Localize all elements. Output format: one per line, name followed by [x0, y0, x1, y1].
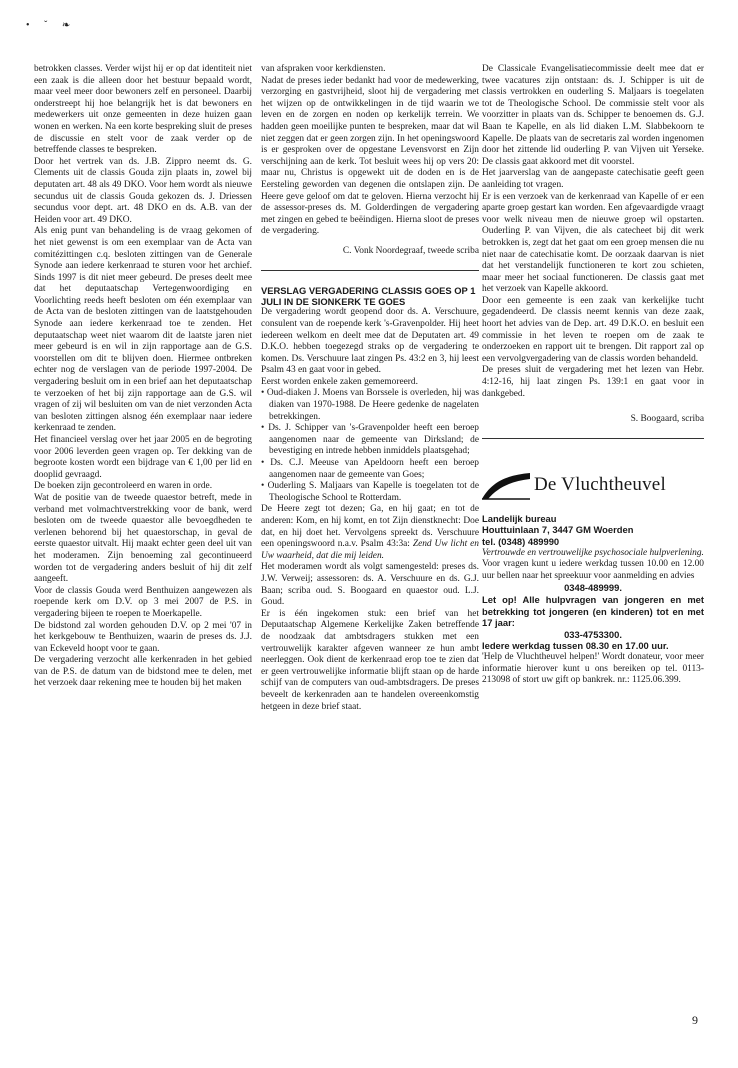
- column-2: [261, 64, 479, 713]
- signature: S. Boogaard, scriba: [630, 414, 704, 425]
- donation-text: 'Help de Vluchtheuvel helpen!' Wordt donateur, voor meer informatie hierover kunt u ons bereiken op tel. 0113-213098 of stort uw gift op bankrek. nr.: 1125.06.399.: [482, 651, 704, 686]
- paragraph: [261, 504, 479, 562]
- memorial-list: [261, 388, 479, 504]
- hours-phone: 0348-489999.: [564, 582, 622, 594]
- list-item: • Ouderling S. Maljaars van Kapelle is toegelaten tot de Theologische School te Rotterdam.: [261, 481, 479, 503]
- scripture-quote: Zend Uw licht en Uw waarheid, dat die mij leiden.: [261, 539, 479, 561]
- section-divider: [261, 270, 479, 271]
- bureau-label: Landelijk bureau: [482, 512, 557, 524]
- youth-notice: Let op! Alle hulpvragen van jongeren en met betrekking tot jongeren (en kinderen) tot en met 17 jaar:: [482, 593, 704, 629]
- paragraph: De bidstond zal worden gehouden D.V. op 2 mei '07 in het kerkgebouw te Benthuizen, waarin de preses ds. J.J. van Eckeveld hoopt voor te gaan.: [34, 620, 252, 654]
- tagline: Vertrouwde en vertrouwelijke psychosociale hulpverlening.: [482, 547, 704, 558]
- paragraph: Er is een verzoek van de kerkenraad van Kapelle of er een aparte groep gestart kan worden. Een afgevaardigde vraagt voor welk niveau men de nieuwe groep wil opstarten. Ouderling P. van Vijven, die als catecheet bij dit werk betrokken is, zegt dat het gaat om een groep mensen die nu niet naar de catechisatie komt. De oorzaak daarvan is niet dat het verstandelijk functioneren te kort zou schieten, maar meer het sociaal functioneren. De classis gaat met het verzoek van Kapelle akkoord.: [482, 191, 704, 295]
- vluchtheuvel-logo: [482, 469, 704, 501]
- list-item: • Ds. C.J. Meeuse van Apeldoorn heeft een beroep aangenomen naar de gemeente van Goes;: [261, 458, 479, 480]
- paragraph: Voor de classis Gouda werd Benthuizen aangewezen als roepende kerk om D.V. op 3 mei 2007 de P.S. in vergadering bijeen te roepen te Moerkapelle.: [34, 585, 252, 619]
- paragraph: Het jaarverslag van de aangepaste catechisatie geeft geen aanleiding tot vragen.: [482, 168, 704, 190]
- paragraph: De vergadering verzocht alle kerkenraden in het gebied van de P.S. de datum van de bidstond mee te delen, met het verzoek daar rekening mee te houden bij het maken: [34, 655, 252, 689]
- paragraph: Er is één ingekomen stuk: een brief van het Deputaatschap Algemene Kerkelijke Zaken betreffende de noodzaak dat ambtsdragers stukken met een vertrouwelijk karakter afgeven wanneer ze hun ambt neerleggen. Ook dient de kerkenraad erop toe te zien dat er geen vertrouwelijke informatie blijft staan op de harde schijf van de computers van oud-ambtsdragers. De preses beveelt de kerkenraden aan te handelen overeenkomstig hetgeen in deze brief staat.: [261, 608, 479, 712]
- signature: C. Vonk Noordegraaf, tweede scriba: [342, 245, 479, 256]
- paragraph: Het financieel verslag over het jaar 2005 en de begroting voor 2006 leverden geen vragen op. Ter dekking van de begroote kosten wordt een bijdrage van € 1,00 per lid en dooplid gevraagd.: [34, 435, 252, 480]
- paragraph: Het moderamen wordt als volgt samengesteld: preses ds. J.W. Verweij; assessoren: ds. A. Verschuure en ds. G.J. Baan; scriba oud. S. Boogaard en quaestor oud. L.J. Goud.: [261, 562, 479, 608]
- scan-marks: • ˇ ❧: [26, 20, 77, 31]
- list-item: • Ds. J. Schipper van 's-Gravenpolder heeft een beroep aangenomen naar de gemeente van Dirksland; de bevestiging en intrede hebben inmiddels plaatsgehad;: [261, 423, 479, 457]
- bureau-address: Houttuinlaan 7, 3447 GM Woerden: [482, 524, 634, 536]
- section-divider: [482, 438, 704, 439]
- hill-logo-icon: [482, 469, 530, 501]
- paragraph: Als enig punt van behandeling is de vraag gekomen of het niet gewenst is om een exemplaar van de Acta van comitézittingen c.q. besloten zittingen van de Generale Synode aan iedere kerkenraad te sturen voor het archief. Sinds 1997 is dit niet meer gebeurd. De preses deelt mee dat het deputaatschap Vertegenwoordiging en Voorlichting reeds heeft besloten om één exemplaar van de Acta van de besloten zittingen van de laatstgehouden Synode aan iedere kerkenraad toe te zenden. Het deputaatschap weet niet waarom dit de laatste jaren niet meer gebeurd is en wil in zijn rapportage aan de G.S. voorstellen om dit te blijven doen. Hiermee ontbreken echter nog de verslagen van de periode 1997-2004. De vergadering besluit om in een brief aan het deputaatschap te verzoeken of het bij zijn rapportage aan de G.S. wil vragen of zij wil besluiten om van de niet verzonden Acta van besloten zittingen alsnog één exemplaar naar iedere kerkenraad te zenden.: [34, 226, 252, 434]
- paragraph: De Classicale Evangelisatiecommissie deelt mee dat er twee vacatures zijn ontstaan: ds. J. Schipper is uit de classis vertrokken en ouderling S. Maljaars is toegelaten tot de Theologische School. De commissie stelt voor als voorzitter in plaats van ds. Schipper te benoemen ds. G.J. Baan te Kapelle, en als lid diaken L.M. Slabbekoorn te Kapelle. De plaats van de secretaris zal worden ingenomen door het zittende lid ouderling P. van Vijven uit Yerseke. De classis gaat akkoord met dit voorstel.: [482, 64, 704, 167]
- paragraph: De boeken zijn gecontroleerd en waren in orde.: [34, 481, 213, 492]
- paragraph-text: De Heere zegt tot dezen; Ga, en hij gaat; en tot de anderen: Kom, en hij komt, en tot Zijn dienstknecht: Doe dat, en hij doet het. Vervolgens spreekt ds. Verschuure een openingswoord n.a.v. Psalm 43:3a:: [261, 504, 479, 550]
- paragraph: Nadat de preses ieder bedankt had voor de medewerking, verzorging en gastvrijheid, sloot hij de vergadering met het wijzen op de ontwikkelingen in de tijd waarin we leven en de zorgen en noden op kerkelijk terrein. We hadden geen moeilijke punten te bespreken, maar dat wil niet zeggen dat er geen zorgen zijn. In het openingswoord is er gesproken over de opgestane Levensvorst en Zijn verschijning aan de kerk. Tot besluit wees hij op vers 20: maar nu, Christus is opgewekt uit de doden en is de Eersteling geworden van degenen die ontslapen zijn. De Heere geve geloof om dat te geloven. Hierna verzocht hij de assessor-preses ds. M. Golderdingen de vergadering met zingen en gebed te beëindigen. Hierna sloot de preses de vergadering.: [261, 75, 479, 237]
- paragraph: Wat de positie van de tweede quaestor betreft, mede in verband met volmachtverstrekking voor de bank, werd besloten om de tweede quaestor alle bevoegdheden te verlenen behorend bij het quaestorschap, in geval de eerste quaestor uitvalt. Hij maakt echter geen deel uit van het moderamen. Zijn benoeming zal gecontinueerd worden tot de vergadering anders besluit of hij dit zelf aangeeft.: [34, 492, 252, 585]
- paragraph: Eerst worden enkele zaken gememoreerd.: [261, 376, 418, 387]
- page-number: 9: [692, 1013, 698, 1027]
- hours-text: Voor vragen kunt u iedere werkdag tussen 10.00 en 12.00 uur bellen naar het spreekuur voor aanmelding en advies: [482, 559, 704, 581]
- youth-hours: Iedere werkdag tussen 08.30 en 17.00 uur.: [482, 640, 669, 652]
- paragraph: De preses sluit de vergadering met het lezen van Hebr. 4:12-16, hij laat zingen Ps. 139:1 en gaat voor in dankgebed.: [482, 365, 704, 399]
- bureau-phone: tel. (0348) 489990: [482, 536, 560, 547]
- paragraph: van afspraken voor kerkdiensten.: [261, 64, 386, 74]
- column-1: [34, 64, 252, 690]
- paragraph: betrokken classes. Verder wijst hij er op dat identiteit niet een zaak is die alleen door het bestuur bepaald wordt, maar veel meer door bewoners zelf en personeel. Daarbij onderstreept hij hoe belangrijk het is dat bewoners en medewerkers uit onze gemeenten in deze huizen gaan wonen en werken. Na een korte bespreking sluit de preses de discussie en stelt voor de zaak verder op de betreffende classes te bespreken.: [34, 64, 252, 156]
- list-item: • Oud-diaken J. Moens van Borssele is overleden, hij was diaken van 1970-1988. De Heere gedenke de nagelaten betrekkingen.: [261, 388, 479, 422]
- paragraph: Door het vertrek van ds. J.B. Zippro neemt ds. G. Clements uit de classis Gouda zijn plaats in, zowel bij deputaten art. 48 als 49 DKO. Voor hem wordt als nieuwe secundus uit de classis Gouda gekozen ds. J. Driessen secundus voor dept. art. 48 DKO en ds. A.B. van der Heiden voor art. 49 DKO.: [34, 156, 252, 225]
- section-heading: VERSLAG VERGADERING CLASSIS GOES OP 1 JULI IN DE SIONKERK TE GOES: [261, 284, 476, 307]
- column-3: [482, 64, 704, 687]
- youth-phone: 033-4753300.: [564, 628, 622, 640]
- paragraph: Door een gemeente is een zaak van kerkelijke tucht gegadendeerd. De classis neemt kennis van deze zaak, hoort het advies van de Dep. art. 49 D.K.O. en besluit een commissie in het leven te roepen om de zaak te onderzoeken en rapport uit te brengen. Dit rapport zal op een vervolgvergadering van de classis worden behandeld.: [482, 295, 704, 364]
- paragraph: De vergadering wordt geopend door ds. A. Verschuure, consulent van de roepende kerk 's-Gravenpolder. Hij heet iedereen welkom en deelt mee dat de Deputaten art. 49 D.K.O. hebben toegezegd straks op de vergadering te komen. Ds. Verschuure laat zingen Ps. 43:2 en 3, hij leest Psalm 43 en gaat voor in gebed.: [261, 307, 479, 376]
- logo-text: De Vluchtheuvel: [534, 474, 666, 496]
